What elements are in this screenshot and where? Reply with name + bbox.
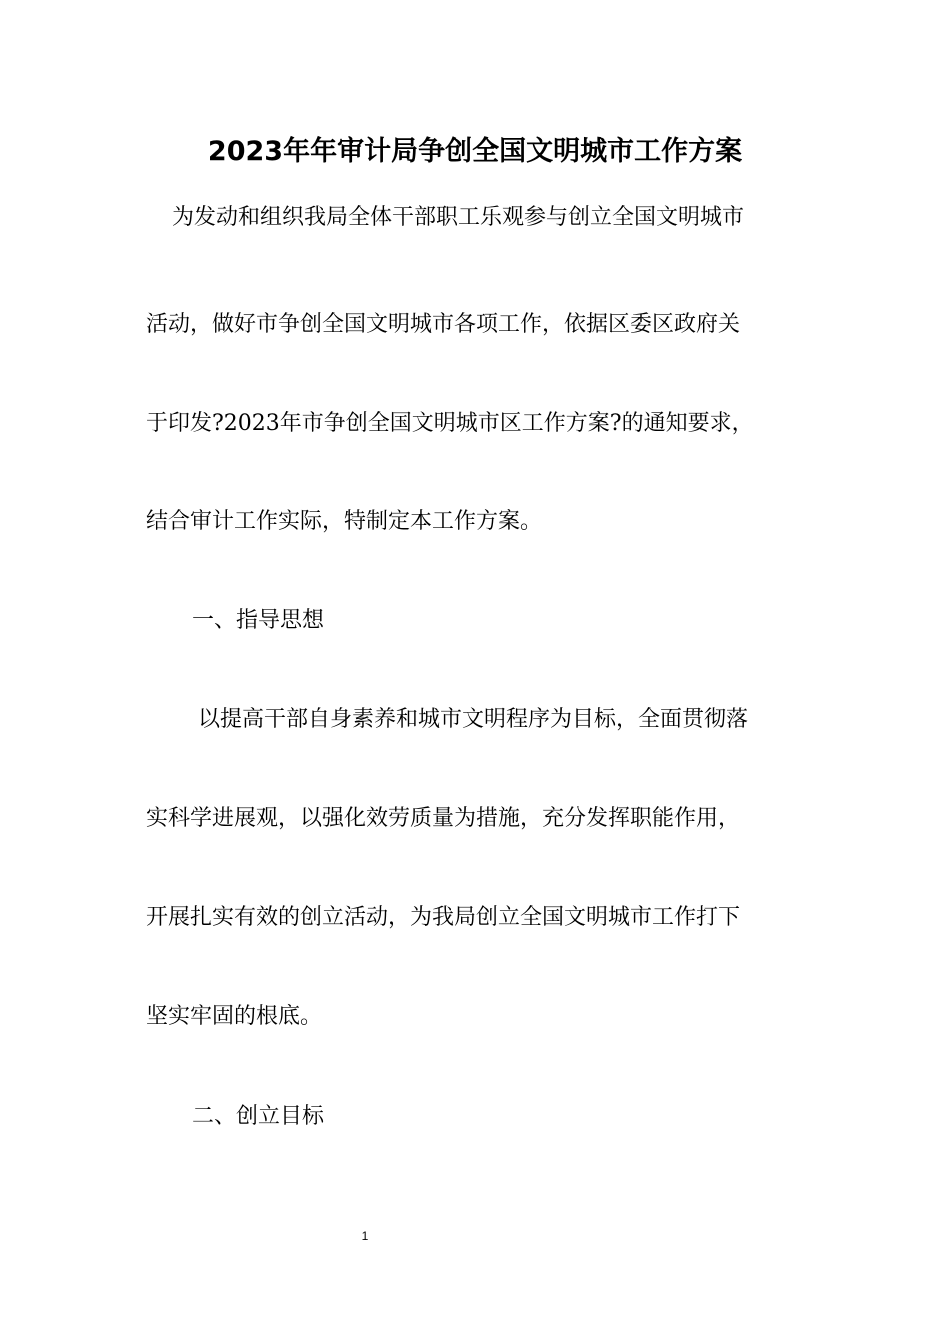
paragraph-line: 为发动和组织我局全体干部职工乐观参与创立全国文明城市: [172, 205, 745, 230]
paragraph-line: 于印发?2023年市争创全国文明城市区工作方案?的通知要求，: [146, 411, 754, 436]
paragraph-line: 以提高干部自身素养和城市文明程序为目标，全面贯彻落: [198, 707, 749, 732]
paragraph-line: 实科学进展观，以强化效劳质量为措施，充分发挥职能作用，: [146, 806, 741, 831]
section-heading: 一、指导思想: [192, 608, 325, 633]
page-number: 1: [361, 1229, 369, 1243]
paragraph-line: 坚实牢固的根底。: [146, 1004, 323, 1029]
paragraph-line: 结合审计工作实际，特制定本工作方案。: [146, 509, 543, 534]
paragraph-line: 开展扎实有效的创立活动，为我局创立全国文明城市工作打下: [146, 905, 741, 930]
section-heading: 二、创立目标: [192, 1104, 325, 1129]
document-title: 2023年年审计局争创全国文明城市工作方案: [207, 136, 743, 167]
paragraph-line: 活动，做好市争创全国文明城市各项工作，依据区委区政府关: [146, 312, 741, 337]
